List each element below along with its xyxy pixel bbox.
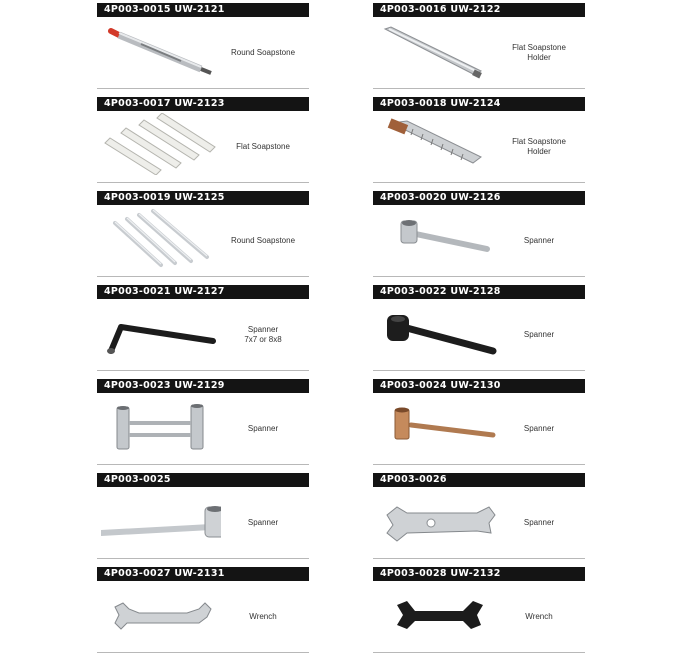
divider: [373, 558, 585, 559]
product-card-4p003-0028: [373, 567, 585, 653]
product-card-4p003-0023: [97, 379, 309, 465]
product-label: Round Soapstone: [230, 236, 296, 245]
product-label: Flat Soapstone: [236, 142, 290, 151]
product-card-4p003-0017: [97, 97, 309, 183]
double-socket-spanner-icon: [101, 395, 221, 457]
double-wrench-icon: [101, 583, 221, 645]
multi-spanner-icon: [377, 489, 497, 551]
product-card-4p003-0026: [373, 473, 585, 559]
product-code: 4P003-0019 UW-2125: [97, 191, 309, 205]
product-code: 4P003-0016 UW-2122: [373, 3, 585, 17]
product-card-4p003-0015: [97, 3, 309, 89]
divider: [373, 276, 585, 277]
product-code: 4P003-0017 UW-2123: [97, 97, 309, 111]
product-label: Spanner: [523, 236, 555, 245]
product-code: 4P003-0024 UW-2130: [373, 379, 585, 393]
product-label: Flat Soapstone Holder: [512, 43, 566, 62]
divider: [97, 370, 309, 371]
divider: [97, 558, 309, 559]
product-card-4p003-0022: [373, 285, 585, 371]
divider: [373, 88, 585, 89]
flat-soapstone-holder-icon: [377, 19, 497, 81]
l-spanner-icon: [101, 301, 221, 363]
socket-spanner-icon: [377, 207, 497, 269]
flat-socket-spanner-icon: [101, 489, 221, 551]
product-card-4p003-0020: [373, 191, 585, 277]
product-label: Flat Soapstone Holder: [512, 137, 566, 156]
round-soapstone-pencil-icon: [101, 19, 221, 81]
product-card-4p003-0024: [373, 379, 585, 465]
product-card-4p003-0018: [373, 97, 585, 183]
product-label: Spanner: [523, 424, 555, 433]
divider: [373, 370, 585, 371]
divider: [97, 88, 309, 89]
product-code: 4P003-0021 UW-2127: [97, 285, 309, 299]
product-label: Spanner: [247, 424, 279, 433]
product-label: Spanner: [523, 330, 555, 339]
product-card-4p003-0016: [373, 3, 585, 89]
divider: [97, 276, 309, 277]
product-code: 4P003-0028 UW-2132: [373, 567, 585, 581]
black-wrench-icon: [377, 583, 497, 645]
product-label: Spanner 7x7 or 8x8: [244, 325, 282, 344]
product-code: 4P003-0025: [97, 473, 309, 487]
product-code: 4P003-0018 UW-2124: [373, 97, 585, 111]
product-code: 4P003-0020 UW-2126: [373, 191, 585, 205]
flat-soapstone-sticks-icon: [101, 113, 221, 175]
flat-soapstone-holder-clip-icon: [377, 113, 497, 175]
product-label: Wrench: [525, 612, 553, 621]
product-code: 4P003-0027 UW-2131: [97, 567, 309, 581]
divider: [97, 464, 309, 465]
product-code: 4P003-0022 UW-2128: [373, 285, 585, 299]
product-label: Round Soapstone: [230, 48, 296, 57]
divider: [373, 182, 585, 183]
product-label: Wrench: [249, 612, 277, 621]
copper-socket-spanner-icon: [377, 395, 497, 457]
product-card-4p003-0027: [97, 567, 309, 653]
product-label: Spanner: [247, 518, 279, 527]
product-card-4p003-0021: [97, 285, 309, 371]
product-label: Spanner: [523, 518, 555, 527]
black-spanner-icon: [377, 301, 497, 363]
product-code: 4P003-0015 UW-2121: [97, 3, 309, 17]
product-code: 4P003-0023 UW-2129: [97, 379, 309, 393]
divider: [373, 464, 585, 465]
product-card-4p003-0025: [97, 473, 309, 559]
round-soapstone-sticks-icon: [101, 207, 221, 269]
product-code: 4P003-0026: [373, 473, 585, 487]
product-card-4p003-0019: [97, 191, 309, 277]
divider: [97, 182, 309, 183]
